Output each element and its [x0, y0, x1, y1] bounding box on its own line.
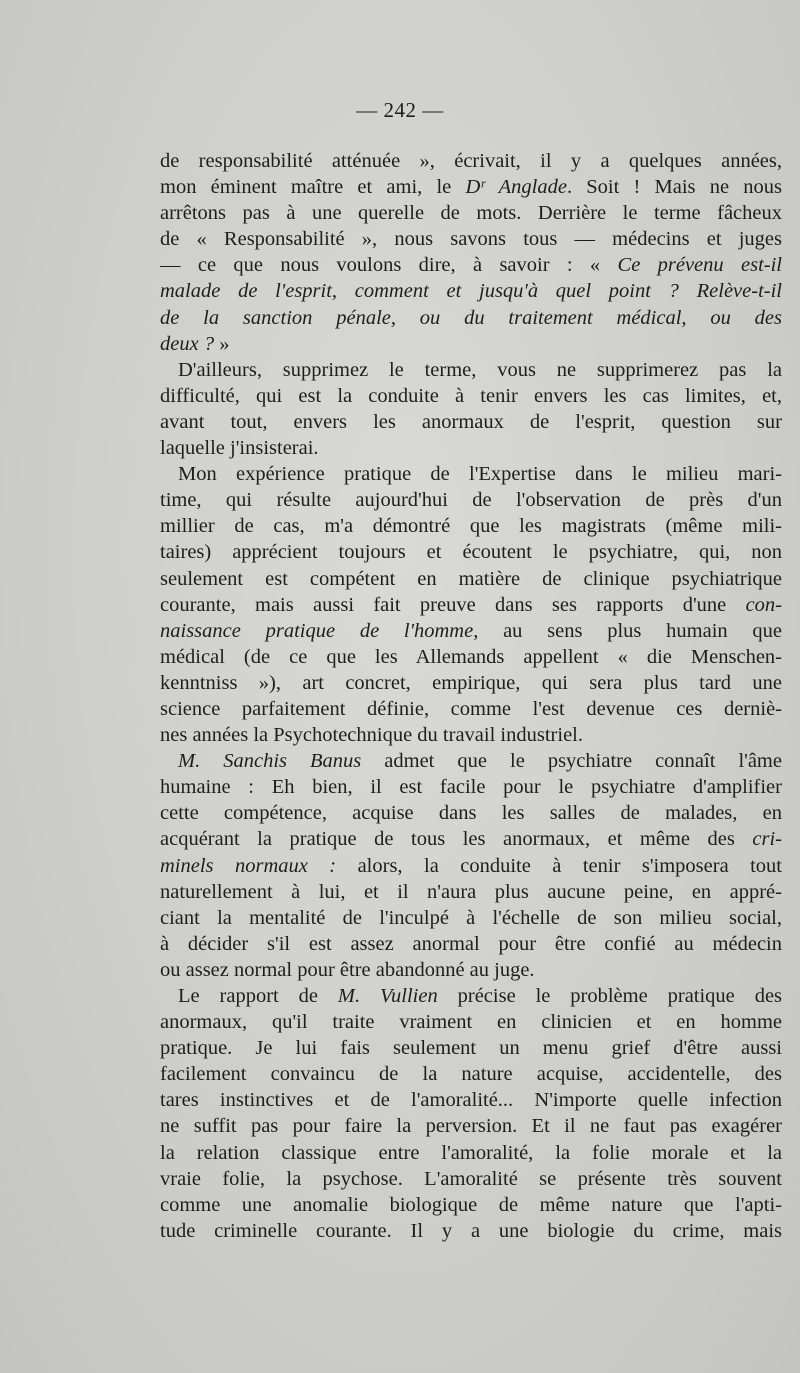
text-line [160, 1192, 782, 1218]
text-segment: millier de cas, m'a démontré que les magistrats (même mili- [160, 515, 782, 538]
text-segment: humaine : Eh bien, il est facile pour le psychiatre d'amplifier [160, 776, 782, 799]
text-line [160, 957, 782, 983]
text-line [160, 174, 782, 200]
text-segment: courante, mais aussi fait preuve dans ses rapports d'une [160, 593, 746, 616]
text-segment: naturellement à lui, et il n'aura plus aucune peine, en appré- [160, 880, 782, 903]
italic-text: de la sanction pénale, ou du traitement médical, ou des [160, 306, 782, 329]
italic-text: Dʳ Anglade [465, 176, 567, 199]
text-line [160, 670, 782, 696]
text-segment: mon éminent maître et ami, le [160, 176, 466, 199]
text-segment: , au sens plus humain que [473, 619, 782, 642]
text-line [160, 748, 782, 774]
text-line [160, 879, 782, 905]
text-line [160, 409, 782, 435]
text-segment: de responsabilité atténuée », écrivait, il y a quelques années, [160, 150, 782, 172]
text-line [160, 1087, 782, 1113]
text-line [160, 539, 782, 565]
italic-text: cri- [752, 828, 782, 851]
text-segment: avant tout, envers les anormaux de l'esprit, question sur [160, 410, 782, 433]
text-segment: la relation classique entre l'amoralité, la folie morale et la [160, 1141, 782, 1164]
text-line [160, 1140, 782, 1166]
text-segment: ne suffit pas pour faire la perversion. Et il ne faut pas exagérer [160, 1115, 782, 1138]
text-segment: admet que le psychiatre connaît l'âme [361, 750, 782, 773]
italic-text: malade de l'esprit, comment et jusqu'à quel point ? Relève-t-il [160, 280, 782, 303]
text-segment: alors, la conduite à tenir s'imposera tout [336, 854, 783, 877]
italic-text: naissance pratique de l'homme [160, 619, 474, 642]
text-segment: time, qui résulte aujourd'hui de l'observation de près d'un [160, 489, 782, 512]
text-segment: D'ailleurs, supprimez le terme, vous ne supprimerez pas la [178, 358, 782, 381]
text-segment: Mon expérience pratique de l'Expertise dans le milieu mari- [178, 463, 782, 486]
text-line [160, 618, 782, 644]
text-segment: à décider s'il est assez anormal pour être confié au médecin [160, 932, 782, 955]
text-line [160, 331, 782, 357]
text-line [160, 1218, 782, 1244]
text-line [160, 566, 782, 592]
text-line [160, 278, 782, 304]
text-line [160, 774, 782, 800]
text-segment: arrêtons pas à une querelle de mots. Derrière le terme fâcheux [160, 202, 782, 225]
text-line [160, 1061, 782, 1087]
text-segment: taires) apprécient toujours et écoutent le psychiatre, qui, non [160, 541, 782, 564]
italic-text: minels normaux : [160, 854, 337, 877]
text-segment: kenntniss »), art concret, empirique, qui sera plus tard une [160, 671, 782, 694]
text-segment: seulement est compétent en matière de clinique psychiatrique [160, 567, 782, 590]
text-line [160, 826, 782, 852]
italic-text: Ce prévenu est-il [617, 254, 782, 277]
text-segment: comme une anomalie biologique de même nature que l'apti- [160, 1193, 782, 1216]
text-segment: » [214, 332, 230, 355]
text-segment: de « Responsabilité », nous savons tous — médecins et juges [160, 228, 782, 251]
text-line [160, 226, 782, 252]
text-line [160, 592, 782, 618]
text-line [160, 1166, 782, 1192]
text-segment: laquelle j'insisterai. [160, 437, 319, 460]
text-line [160, 435, 782, 461]
text-segment: cette compétence, acquise dans les salles de malades, en [160, 802, 782, 825]
text-line [160, 487, 782, 513]
text-line [160, 722, 782, 748]
text-segment: vraie folie, la psychose. L'amoralité se présente très souvent [160, 1167, 782, 1190]
text-segment: facilement convaincu de la nature acquise, accidentelle, des [160, 1063, 782, 1086]
text-segment: pratique. Je lui fais seulement un menu grief d'être aussi [160, 1037, 782, 1060]
page-number: — 242 — [356, 98, 444, 122]
text-segment: ou assez normal pour être abandonné au juge. [160, 958, 535, 981]
text-line [160, 305, 782, 331]
body-text [160, 148, 782, 1244]
text-segment: — ce que nous voulons dire, à savoir : « [160, 254, 618, 277]
text-line [160, 1113, 782, 1139]
italic-text: M. Sanchis Banus [178, 750, 362, 773]
text-line [160, 252, 782, 278]
text-line [160, 461, 782, 487]
text-segment: tude criminelle courante. Il y a une biologie du crime, mais [160, 1219, 782, 1242]
text-segment: ciant la mentalité de l'inculpé à l'échelle de son milieu social, [160, 906, 782, 929]
text-line [160, 644, 782, 670]
italic-text: M. Vullien [337, 985, 438, 1007]
text-line [160, 200, 782, 226]
text-line [160, 513, 782, 539]
italic-text: con- [745, 593, 782, 616]
text-line [160, 1009, 782, 1035]
text-line [160, 800, 782, 826]
text-segment: médical (de ce que les Allemands appellent « die Menschen- [160, 645, 782, 668]
text-line [160, 983, 782, 1009]
text-segment: difficulté, qui est la conduite à tenir envers les cas limites, et, [160, 384, 782, 407]
text-line [160, 931, 782, 957]
text-segment: science parfaitement définie, comme l'est devenue ces derniè- [160, 697, 782, 720]
text-line [160, 853, 782, 879]
text-line [160, 1035, 782, 1061]
text-segment: tares instinctives et de l'amoralité... N'importe quelle infection [160, 1089, 782, 1112]
text-line [160, 357, 782, 383]
text-segment: nes années la Psychotechnique du travail industriel. [160, 724, 583, 747]
text-line [160, 696, 782, 722]
text-line [160, 383, 782, 409]
text-segment: Le rapport de [178, 985, 338, 1007]
text-line [160, 905, 782, 931]
text-segment: . Soit ! Mais ne nous [566, 176, 782, 199]
text-line [160, 148, 782, 174]
text-segment: acquérant la pratique de tous les anormaux, et même des [160, 828, 753, 851]
text-segment: précise le problème pratique des [437, 985, 783, 1007]
italic-text: deux ? [160, 332, 215, 355]
text-segment: anormaux, qu'il traite vraiment en clinicien et en homme [160, 1011, 782, 1034]
